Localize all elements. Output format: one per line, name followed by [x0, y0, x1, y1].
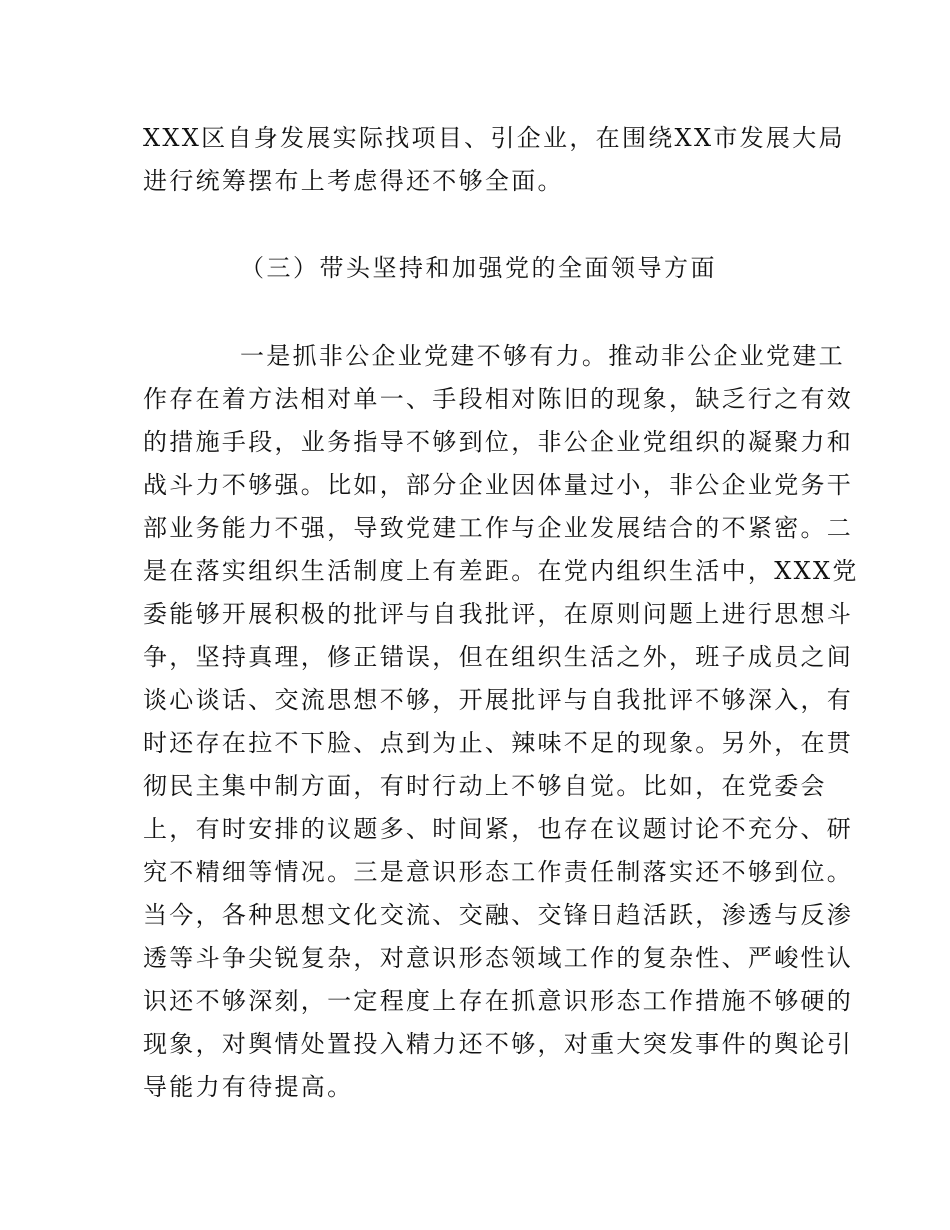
paragraph-line: 争，坚持真理，修正错误，但在组织生活之外，班子成员之间 — [143, 643, 854, 671]
paragraph-line: 透等斗争尖锐复杂，对意识形态领域工作的复杂性、严峻性认 — [143, 944, 854, 972]
paragraph-line: 部业务能力不强，导致党建工作与企业发展结合的不紧密。二 — [143, 514, 854, 542]
paragraph-line: 现象，对舆情处置投入精力还不够，对重大突发事件的舆论引 — [143, 1030, 854, 1058]
paragraph-line: 谈心谈话、交流思想不够，开展批评与自我批评不够深入，有 — [143, 686, 854, 714]
section-heading: （三）带头坚持和加强党的全面领导方面 — [240, 254, 717, 282]
paragraph-line: 时还存在拉不下脸、点到为止、辣味不足的现象。另外，在贯 — [143, 729, 854, 757]
paragraph-line: 上，有时安排的议题多、时间紧，也存在议题讨论不充分、研 — [143, 815, 854, 843]
paragraph-line: 究不精细等情况。三是意识形态工作责任制落实还不够到位。 — [143, 858, 854, 886]
paragraph-line: 识还不够深刻，一定程度上存在抓意识形态工作措施不够硬的 — [143, 987, 854, 1015]
paragraph-line: 彻民主集中制方面，有时行动上不够自觉。比如，在党委会 — [143, 772, 827, 800]
continuation-line: 进行统筹摆布上考虑得还不够全面。 — [143, 167, 564, 195]
paragraph-line: 作存在着方法相对单一、手段相对陈旧的现象，缺乏行之有效 — [143, 385, 854, 413]
continuation-line: XXX区自身发展实际找项目、引企业，在围绕XX市发展大局 — [143, 124, 845, 152]
paragraph-line: 当今，各种思想文化交流、交融、交锋日趋活跃，渗透与反渗 — [143, 901, 854, 929]
paragraph-line: 是在落实组织生活制度上有差距。在党内组织生活中，XXX党 — [143, 557, 859, 585]
paragraph-line: 战斗力不够强。比如，部分企业因体量过小，非公企业党务干 — [143, 471, 854, 499]
paragraph-line: 一是抓非公企业党建不够有力。推动非公企业党建工 — [240, 342, 845, 370]
paragraph-line: 导能力有待提高。 — [143, 1073, 354, 1101]
paragraph-line: 委能够开展积极的批评与自我批评，在原则问题上进行思想斗 — [143, 600, 854, 628]
paragraph-line: 的措施手段，业务指导不够到位，非公企业党组织的凝聚力和 — [143, 428, 854, 456]
